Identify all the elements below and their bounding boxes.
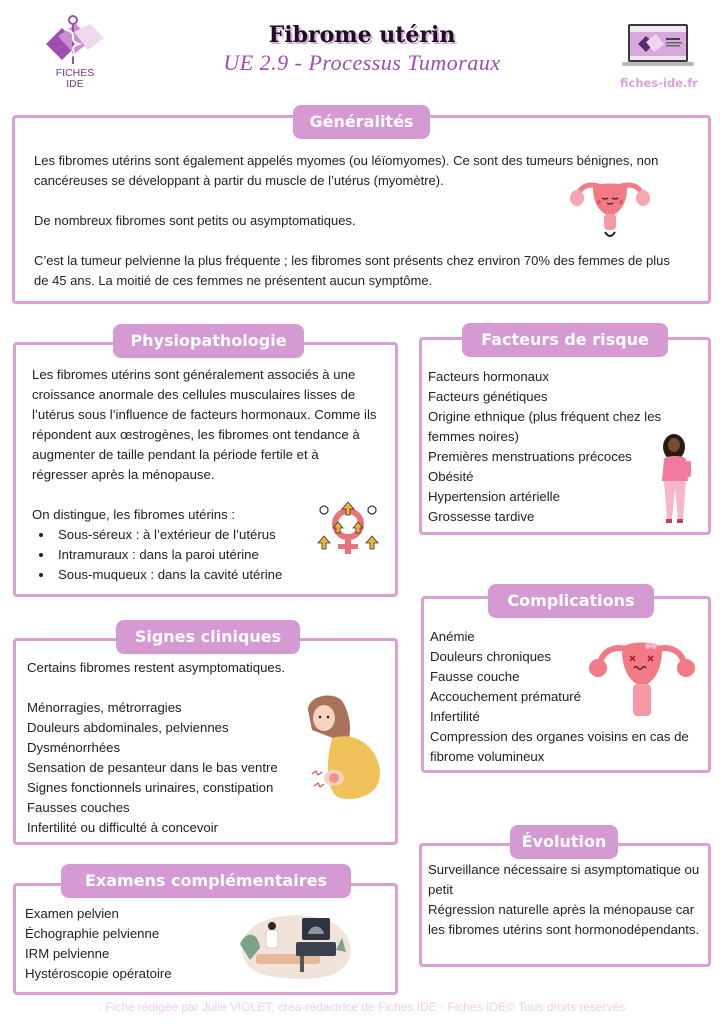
signes-text: [27, 658, 327, 838]
list-item: Fausses couches: [27, 800, 130, 815]
section-title-examens: Examens complémentaires: [61, 864, 351, 898]
logo-text-line1: FICHES: [55, 67, 95, 79]
signes-intro: Certains fibromes restent asymptomatiques.: [27, 660, 285, 675]
list-item: Signes fonctionnels urinaires, constipation: [27, 780, 274, 795]
generalites-paragraph-1: Les fibromes utérins sont également appelés myomes (ou léïomyomes). Ce sont des tumeurs bénignes, non cancéreuses se développant à partir du muscle de l’utérus (myomètre).: [34, 153, 659, 188]
list-item: Anémie: [430, 629, 475, 644]
section-title-generalites: Généralités: [293, 105, 430, 139]
list-item: • Sous-muqueux : dans la cavité utérine: [54, 565, 377, 585]
list-item: Douleurs chroniques: [430, 649, 551, 664]
list-item: Grossesse tardive: [428, 509, 535, 524]
physio-intro: On distingue, les fibromes utérins :: [32, 507, 236, 522]
section-title-evolution: Évolution: [510, 825, 618, 859]
list-item: Régression naturelle après la ménopause car les fibromes utérins sont hormonodépendants.: [428, 902, 700, 937]
list-item: Obésité: [428, 469, 474, 484]
list-item: Accouchement prématuré: [430, 689, 581, 704]
laptop-icon: [622, 22, 694, 70]
list-item: Hystéroscopie opératoire: [25, 966, 172, 981]
woman-standing-icon: [656, 433, 696, 527]
list-item: Échographie pelvienne: [25, 926, 160, 941]
list-item: Facteurs hormonaux: [428, 369, 549, 384]
list-item: Examen pelvien: [25, 906, 119, 921]
list-item: Premières menstruations précoces: [428, 449, 632, 464]
generalites-paragraph-3: C’est la tumeur pelvienne la plus fréquente ; les fibromes sont présents chez environ 70% des femmes de plus de 45 ans. La moitié de ces femmes ne présentent aucun symptôme.: [34, 253, 670, 288]
section-title-complications: Complications: [488, 584, 654, 618]
evolution-list: [428, 860, 703, 940]
list-item: Douleurs abdominales, pelviennes: [27, 720, 229, 735]
list-item: Fausse couche: [430, 669, 520, 684]
section-title-facteurs-de-risque: Facteurs de risque: [462, 323, 668, 357]
section-title-signes-cliniques: Signes cliniques: [116, 620, 300, 654]
examens-list: [25, 904, 245, 984]
list-item: Ménorragies, métrorragies: [27, 700, 182, 715]
list-item: Dysménorrhées: [27, 740, 121, 755]
ultrasound-exam-icon: [236, 910, 358, 982]
logo-text-line2: IDE: [66, 78, 84, 90]
list-item: Infertilité ou difficulté à concevoir: [27, 820, 219, 835]
hormone-venus-icon: [316, 500, 380, 560]
list-item: Infertilité: [430, 709, 480, 724]
page-subtitle: UE 2.9 - Processus Tumoraux: [223, 50, 501, 75]
list-item: Surveillance nécessaire si asymptomatique ou petit: [428, 862, 700, 897]
website-link[interactable]: fiches-ide.fr: [620, 76, 698, 90]
list-item: IRM pelvienne: [25, 946, 110, 961]
list-item: Facteurs génétiques: [428, 389, 548, 404]
section-title-physiopathologie: Physiopathologie: [113, 324, 304, 358]
list-item: Sensation de pesanteur dans le bas ventre: [27, 760, 278, 775]
list-item: Hypertension artérielle: [428, 489, 560, 504]
sick-uterus-icon: [586, 634, 698, 720]
footer-copyright: . Fiche rédigée par Julie VIOLET, créa-rédactrice de Fiches IDE - Fiches IDE© Tous droits réservés: [98, 1000, 626, 1014]
list-item: Compression des organes voisins en cas de fibrome volumineux: [430, 729, 689, 764]
facteurs-list: [428, 367, 688, 527]
page-title: Fibrome utérin: [268, 22, 456, 48]
physio-paragraph: Les fibromes utérins sont généralement associés à une croissance anormale des cellules musculaires lisses de l’utérus sous l’influence de facteurs hormonaux. Comme ils répondent aux œstrogènes, les fibromes ont tendance à augmenter de taille pendant la période fertile et à régresser après la ménopause.: [32, 367, 377, 482]
list-item: • Sous-séreux : à l’extérieur de l’utérus: [54, 525, 377, 545]
list-item: Origine ethnique (plus fréquent chez les femmes noires): [428, 409, 662, 444]
smiling-uterus-icon: [565, 178, 655, 244]
list-item: • Intramuraux : dans la paroi utérine: [54, 545, 377, 565]
generalites-paragraph-2: De nombreux fibromes sont petits ou asymptomatiques.: [34, 213, 356, 228]
woman-abdominal-pain-icon: [298, 690, 384, 806]
